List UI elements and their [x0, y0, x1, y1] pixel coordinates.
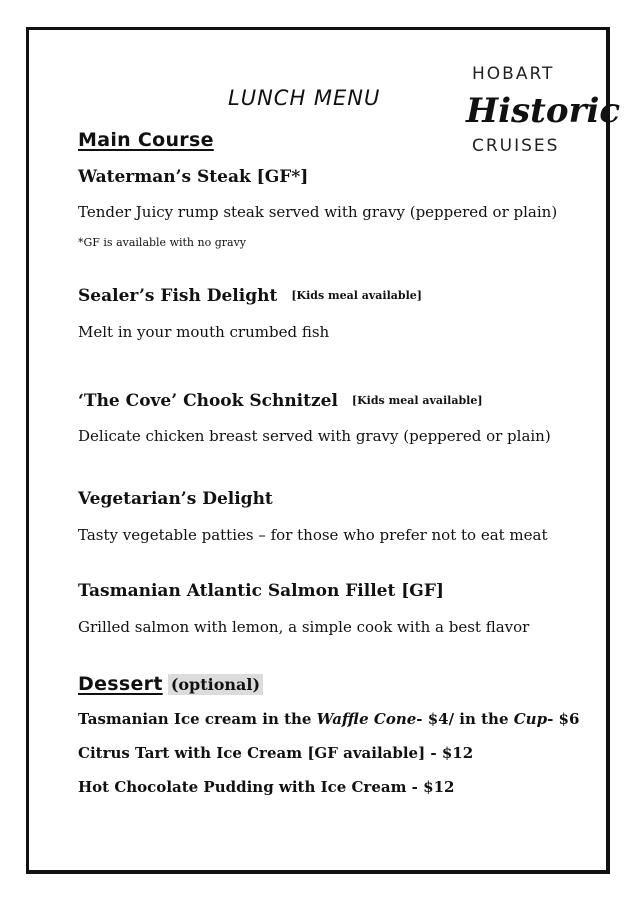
dessert-item	[78, 710, 579, 728]
dish-row	[78, 391, 483, 411]
kids-meal-tag: [Kids meal available]	[351, 394, 483, 407]
dish-description: Grilled salmon with lemon, a simple cook with a best flavor	[78, 618, 530, 636]
dish-name: ‘The Cove’ Chook Schnitzel	[78, 391, 338, 411]
dessert-item: Hot Chocolate Pudding with Ice Cream - $12	[78, 778, 455, 796]
dish-name: Vegetarian’s Delight	[78, 489, 273, 509]
logo-historic-script	[462, 80, 621, 136]
logo-hobart-text: HOBART	[472, 64, 555, 84]
dish-description: Tasty vegetable patties – for those who prefer not to eat meat	[78, 526, 548, 544]
dessert-text: - $4/ in the	[416, 710, 514, 728]
dish-name: Tasmanian Atlantic Salmon Fillet [GF]	[78, 581, 444, 601]
dessert-heading-row	[78, 673, 263, 695]
dessert-item: Citrus Tart with Ice Cream [GF available] - $12	[78, 744, 474, 762]
dessert-text: - $6	[547, 710, 580, 728]
menu-title: LUNCH MENU	[228, 86, 381, 110]
main-course-heading: Main Course	[78, 129, 214, 151]
kids-meal-tag: [Kids meal available]	[291, 289, 422, 302]
dish-description: Tender Juicy rump steak served with gravy (peppered or plain)	[78, 203, 558, 221]
dessert-text-italic: Waffle Cone	[316, 710, 417, 728]
dish-name: Waterman’s Steak [GF*]	[78, 167, 309, 187]
logo-script-text: Historic	[466, 91, 621, 131]
dish-row	[78, 286, 422, 306]
dessert-text-italic: Cup	[513, 710, 548, 728]
logo-cruises-text: CRUISES	[472, 136, 560, 156]
dessert-heading: Dessert	[78, 673, 163, 695]
dish-description: Delicate chicken breast served with gravy (peppered or plain)	[78, 427, 551, 445]
dish-description: Melt in your mouth crumbed fish	[78, 323, 330, 341]
dish-note: *GF is available with no gravy	[78, 236, 246, 249]
dish-name: Sealer’s Fish Delight	[78, 286, 278, 306]
optional-badge: (optional)	[168, 674, 263, 695]
dessert-text: Tasmanian Ice cream in the	[78, 710, 317, 728]
